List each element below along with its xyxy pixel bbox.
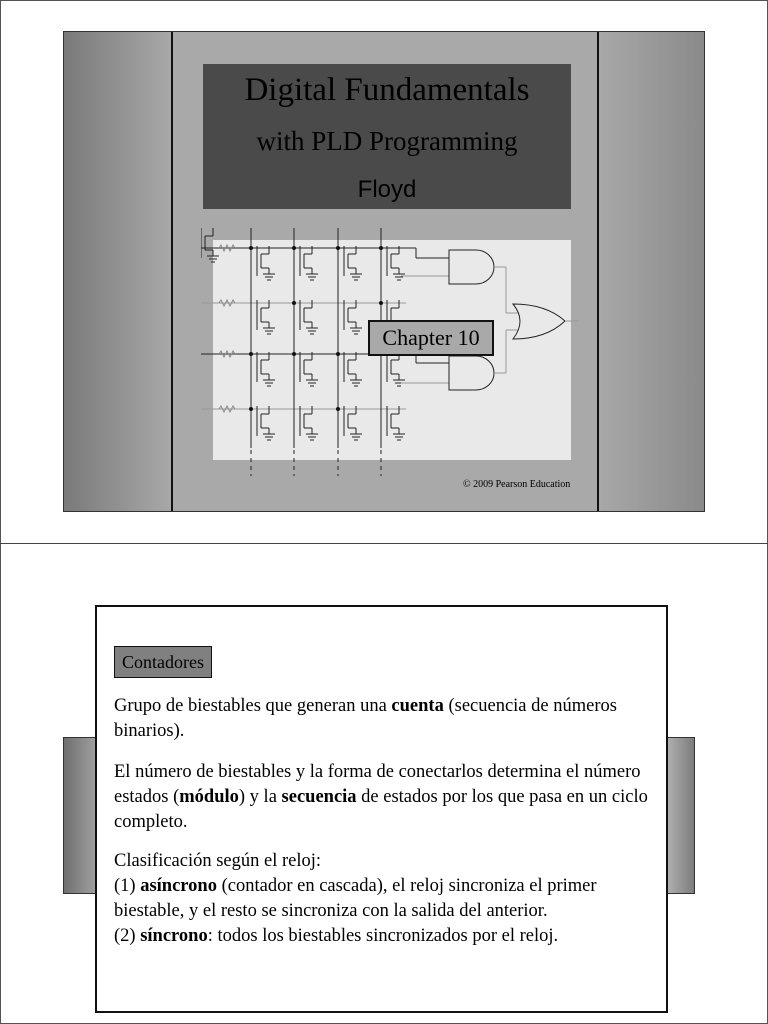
item2-number: (2) <box>114 926 141 946</box>
chapter-label: Chapter 10 <box>368 320 494 356</box>
left-decor-band <box>64 32 171 511</box>
pld-circuit-illustration <box>213 240 571 460</box>
right-decor-band-2 <box>666 737 695 894</box>
paragraph-module <box>114 760 659 835</box>
p2-bold-modulo: módulo <box>179 787 239 807</box>
item1-bold: asíncrono <box>140 876 217 896</box>
book-title: Digital Fundamentals <box>244 72 530 108</box>
classification-item-1 <box>114 874 659 924</box>
content-slide <box>95 605 668 1013</box>
p1-text-a: Grupo de biestables que generan una <box>114 696 392 716</box>
copyright-notice: © 2009 Pearson Education <box>463 479 571 490</box>
title-box <box>203 64 571 209</box>
left-decor-band-2 <box>63 737 97 894</box>
p2-text-a: El número de biestables y la forma de conectarlos determina el número estados ( <box>114 762 641 807</box>
book-author: Floyd <box>357 176 417 203</box>
book-subtitle: with PLD Programming <box>256 126 518 156</box>
p2-text-c: ) y la <box>238 787 282 807</box>
p1-text-c: (secuencia de números binarios). <box>114 696 617 741</box>
item2-text: : todos los biestables sincronizados por el reloj. <box>207 926 559 946</box>
classification-heading: Clasificación según el reloj: <box>114 851 322 871</box>
p2-bold-secuencia: secuencia <box>281 787 357 807</box>
paragraph-classification <box>114 849 659 949</box>
p2-text-e: de estados por los que pasa en un ciclo completo. <box>114 787 648 832</box>
paragraph-definition <box>114 694 659 744</box>
p1-bold-cuenta: cuenta <box>391 696 444 716</box>
item2-bold: síncrono <box>140 926 208 946</box>
title-slide <box>63 31 705 512</box>
section-title: Contadores <box>114 646 212 678</box>
item1-text: (contador en cascada), el reloj sincroniza el primer biestable, y el resto se sincroniza con la salida del anterior. <box>114 876 597 921</box>
item1-number: (1) <box>114 876 141 896</box>
right-decor-band <box>599 32 704 511</box>
slide-center-panel <box>171 32 599 511</box>
classification-item-2 <box>114 924 659 949</box>
page-divider <box>0 543 768 544</box>
